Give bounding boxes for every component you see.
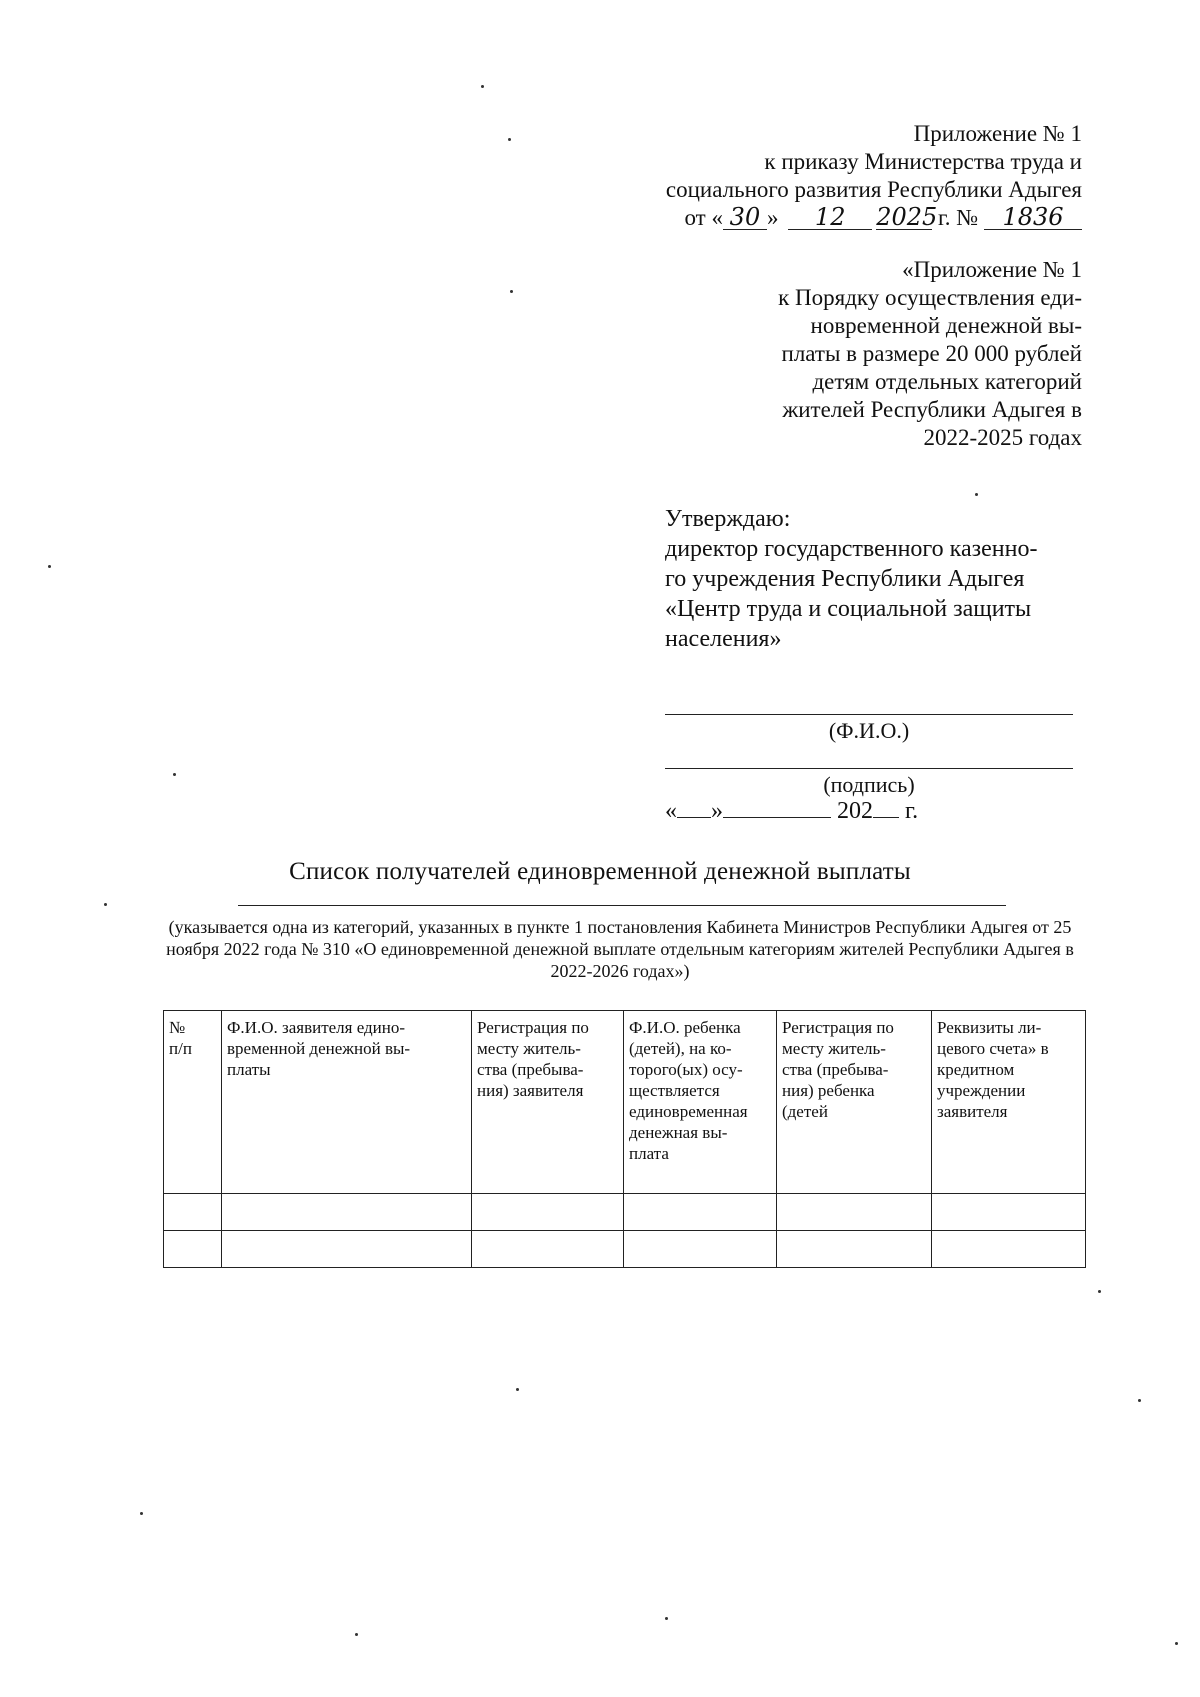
table-cell — [777, 1194, 932, 1231]
scan-speck — [1098, 1290, 1101, 1293]
appendix-line: детям отдельных категорий — [812, 369, 1082, 394]
date-open-quote: « — [665, 798, 677, 824]
table-cell — [164, 1231, 222, 1268]
date-close-quote: » — [711, 798, 723, 824]
col-header-label: № п/п — [169, 1018, 192, 1058]
order-number-prefix: г. № — [937, 205, 979, 230]
col-header-applicant-registration — [472, 1011, 624, 1194]
col-header-applicant-name — [222, 1011, 472, 1194]
scan-speck — [481, 85, 484, 88]
scan-speck — [104, 903, 107, 906]
fio-caption: (Ф.И.О.) — [828, 718, 910, 743]
date-year-suffix: г. — [905, 798, 919, 824]
recipients-table — [163, 1010, 1086, 1268]
col-header-account-details — [932, 1011, 1086, 1194]
col-header-label: Реквизиты ли- цевого счета» в кредитном учреждении заявителя — [937, 1018, 1049, 1121]
approval-line: населения» — [665, 626, 782, 652]
scan-speck — [173, 773, 176, 776]
order-month-handwritten: 12 — [788, 205, 872, 230]
table-cell — [777, 1231, 932, 1268]
scan-speck — [1175, 1642, 1178, 1645]
scan-speck — [510, 290, 513, 293]
approval-date-line — [665, 797, 918, 825]
month-blank — [723, 797, 831, 818]
scan-speck — [508, 138, 511, 141]
category-note: (указывается одна из категорий, указанных в пункте 1 постановления Кабинета Министров Республики Адыгея от 25 ноября 2022 года № 310 «О единовременной денежной выплате отдельным категориям жителей Республики Адыгея в 2022-2026 годах») — [166, 917, 1074, 981]
col-header-number — [164, 1011, 222, 1194]
col-header-label: Ф.И.О. ребенка (детей), на ко- торого(ых) осу- ществляется единовременная денежная вы- плата — [629, 1018, 748, 1163]
scan-speck — [516, 1388, 519, 1391]
appendix-line: жителей Республики Адыгея в — [782, 397, 1082, 422]
year-blank — [873, 797, 899, 818]
col-header-child-name — [624, 1011, 777, 1194]
scan-speck — [355, 1633, 358, 1636]
header-line: Приложение № 1 — [913, 121, 1082, 146]
fio-blank-line — [665, 714, 1073, 715]
header-line: социального развития Республики Адыгея — [665, 177, 1082, 202]
table-cell — [164, 1194, 222, 1231]
table-cell — [932, 1231, 1086, 1268]
col-header-child-registration — [777, 1011, 932, 1194]
category-blank-line — [238, 905, 1006, 906]
approval-block — [665, 504, 1085, 654]
procedure-appendix-header — [752, 256, 1082, 452]
table-cell — [624, 1231, 777, 1268]
scan-speck — [140, 1512, 143, 1515]
signature-caption: (подпись) — [823, 772, 915, 797]
col-header-label: Ф.И.О. заявителя едино- временной денежной вы- платы — [227, 1018, 411, 1079]
scan-speck — [1138, 1399, 1141, 1402]
scan-speck — [975, 493, 978, 496]
day-blank — [677, 797, 711, 818]
appendix-line: платы в размере 20 000 рублей — [781, 341, 1082, 366]
table-cell — [472, 1231, 624, 1268]
appendix-line: к Порядку осуществления еди- — [778, 285, 1082, 310]
order-date-prefix: от « — [684, 205, 723, 230]
header-line: к приказу Министерства труда и — [764, 149, 1082, 174]
table-row — [164, 1231, 1086, 1268]
col-header-label: Регистрация по месту житель- ства (пребыва- ния) заявителя — [477, 1018, 589, 1100]
signature-blank-line — [665, 768, 1073, 769]
scan-speck — [48, 565, 51, 568]
appendix-line: 2022-2025 годах — [923, 425, 1082, 450]
col-header-label: Регистрация по месту житель- ства (пребыва- ния) ребенка (детей — [782, 1018, 894, 1121]
order-year-handwritten: 2025 — [876, 203, 938, 231]
approval-line: «Центр труда и социальной защиты — [665, 596, 1032, 622]
table-cell — [932, 1194, 1086, 1231]
table-cell — [472, 1194, 624, 1231]
order-day-handwritten: 30 — [723, 205, 767, 230]
approval-line: го учреждения Республики Адыгея — [665, 566, 1025, 592]
table-row — [164, 1194, 1086, 1231]
table-cell — [222, 1194, 472, 1231]
table-cell — [624, 1194, 777, 1231]
order-appendix-header — [602, 120, 1082, 232]
table-cell — [222, 1231, 472, 1268]
scan-speck — [665, 1617, 668, 1620]
order-date-quote: » — [766, 205, 779, 230]
date-year-prefix: 202 — [837, 798, 873, 824]
appendix-line: новременной денежной вы- — [810, 313, 1082, 338]
document-title: Список получателей единовременной денежной выплаты — [289, 858, 911, 885]
appendix-line: «Приложение № 1 — [902, 257, 1082, 282]
order-number-handwritten: 1836 — [984, 205, 1082, 230]
order-date-number-line — [602, 204, 1082, 232]
approval-heading: Утверждаю: — [665, 506, 791, 532]
approval-line: директор государственного казенно- — [665, 536, 1038, 562]
table-header-row — [164, 1011, 1086, 1194]
